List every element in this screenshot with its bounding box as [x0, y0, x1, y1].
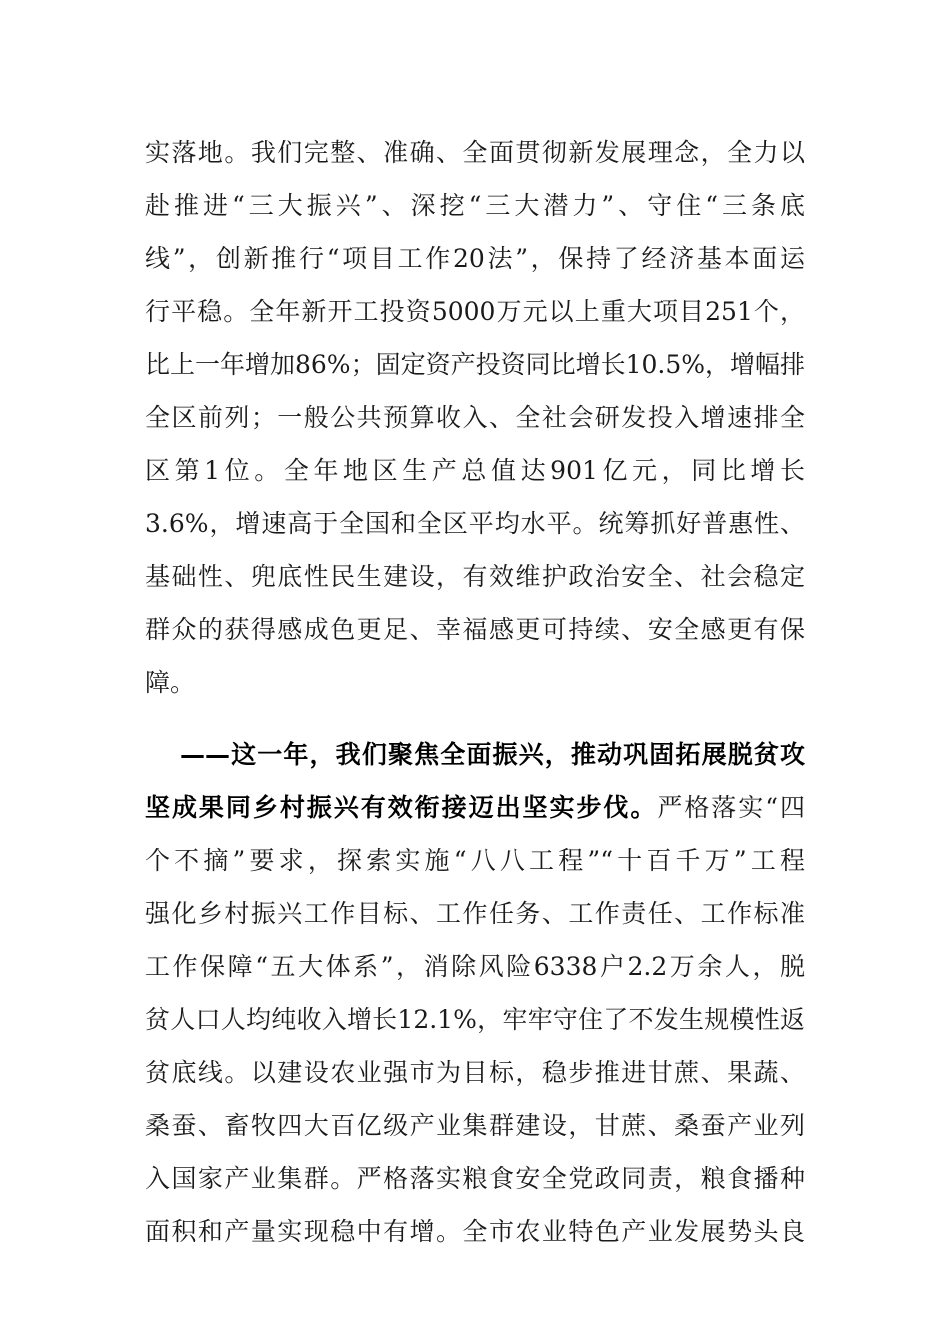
- text-line: 桑蚕、畜牧四大百亿级产业集群建设，甘蔗、桑蚕产业列: [145, 1111, 805, 1140]
- text-line: 强化乡村振兴工作目标、工作任务、工作责任、工作标准: [145, 899, 805, 928]
- text-line: 线”，创新推行“项目工作20法”，保持了经济基本面运: [145, 244, 805, 273]
- text-line: 区第1位。全年地区生产总值达901亿元，同比增长: [145, 456, 805, 485]
- text-line: 行平稳。全年新开工投资5000万元以上重大项目251个，: [145, 297, 805, 326]
- bold-heading-line: ——这一年，我们聚焦全面振兴，推动巩固拓展脱贫攻: [180, 740, 805, 769]
- text-line: 赴推进“三大振兴”、深挖“三大潜力”、守住“三条底: [145, 191, 805, 220]
- text-line: 比上一年增加86%；固定资产投资同比增长10.5%，增幅排: [145, 350, 805, 379]
- text-line: 工作保障“五大体系”，消除风险6338户2.2万余人，脱: [145, 952, 805, 981]
- text-line: 障。: [145, 668, 196, 697]
- text-line: 入国家产业集群。严格落实粮食安全党政同责，粮食播种: [145, 1164, 805, 1193]
- bold-heading-text: 坚成果同乡村振兴有效衔接迈出坚实步伐。: [145, 793, 658, 822]
- mixed-line: [145, 788, 805, 828]
- text-line: 基础性、兜底性民生建设，有效维护政治安全、社会稳定: [145, 562, 805, 591]
- text-line: 个不摘”要求，探索实施“八八工程”“十百千万”工程: [145, 846, 805, 875]
- text-span: 严格落实“四: [657, 793, 805, 822]
- text-line: 3.6%，增速高于全国和全区平均水平。统筹抓好普惠性、: [145, 509, 805, 538]
- text-line: 面积和产量实现稳中有增。全市农业特色产业发展势头良: [145, 1217, 805, 1246]
- text-line: 全区前列；一般公共预算收入、全社会研发投入增速排全: [145, 403, 805, 432]
- text-line: 实落地。我们完整、准确、全面贯彻新发展理念，全力以: [145, 138, 805, 167]
- text-line: 群众的获得感成色更足、幸福感更可持续、安全感更有保: [145, 615, 805, 644]
- text-line: 贫底线。以建设农业强市为目标，稳步推进甘蔗、果蔬、: [145, 1058, 805, 1087]
- text-line: 贫人口人均纯收入增长12.1%，牢牢守住了不发生规模性返: [145, 1005, 805, 1034]
